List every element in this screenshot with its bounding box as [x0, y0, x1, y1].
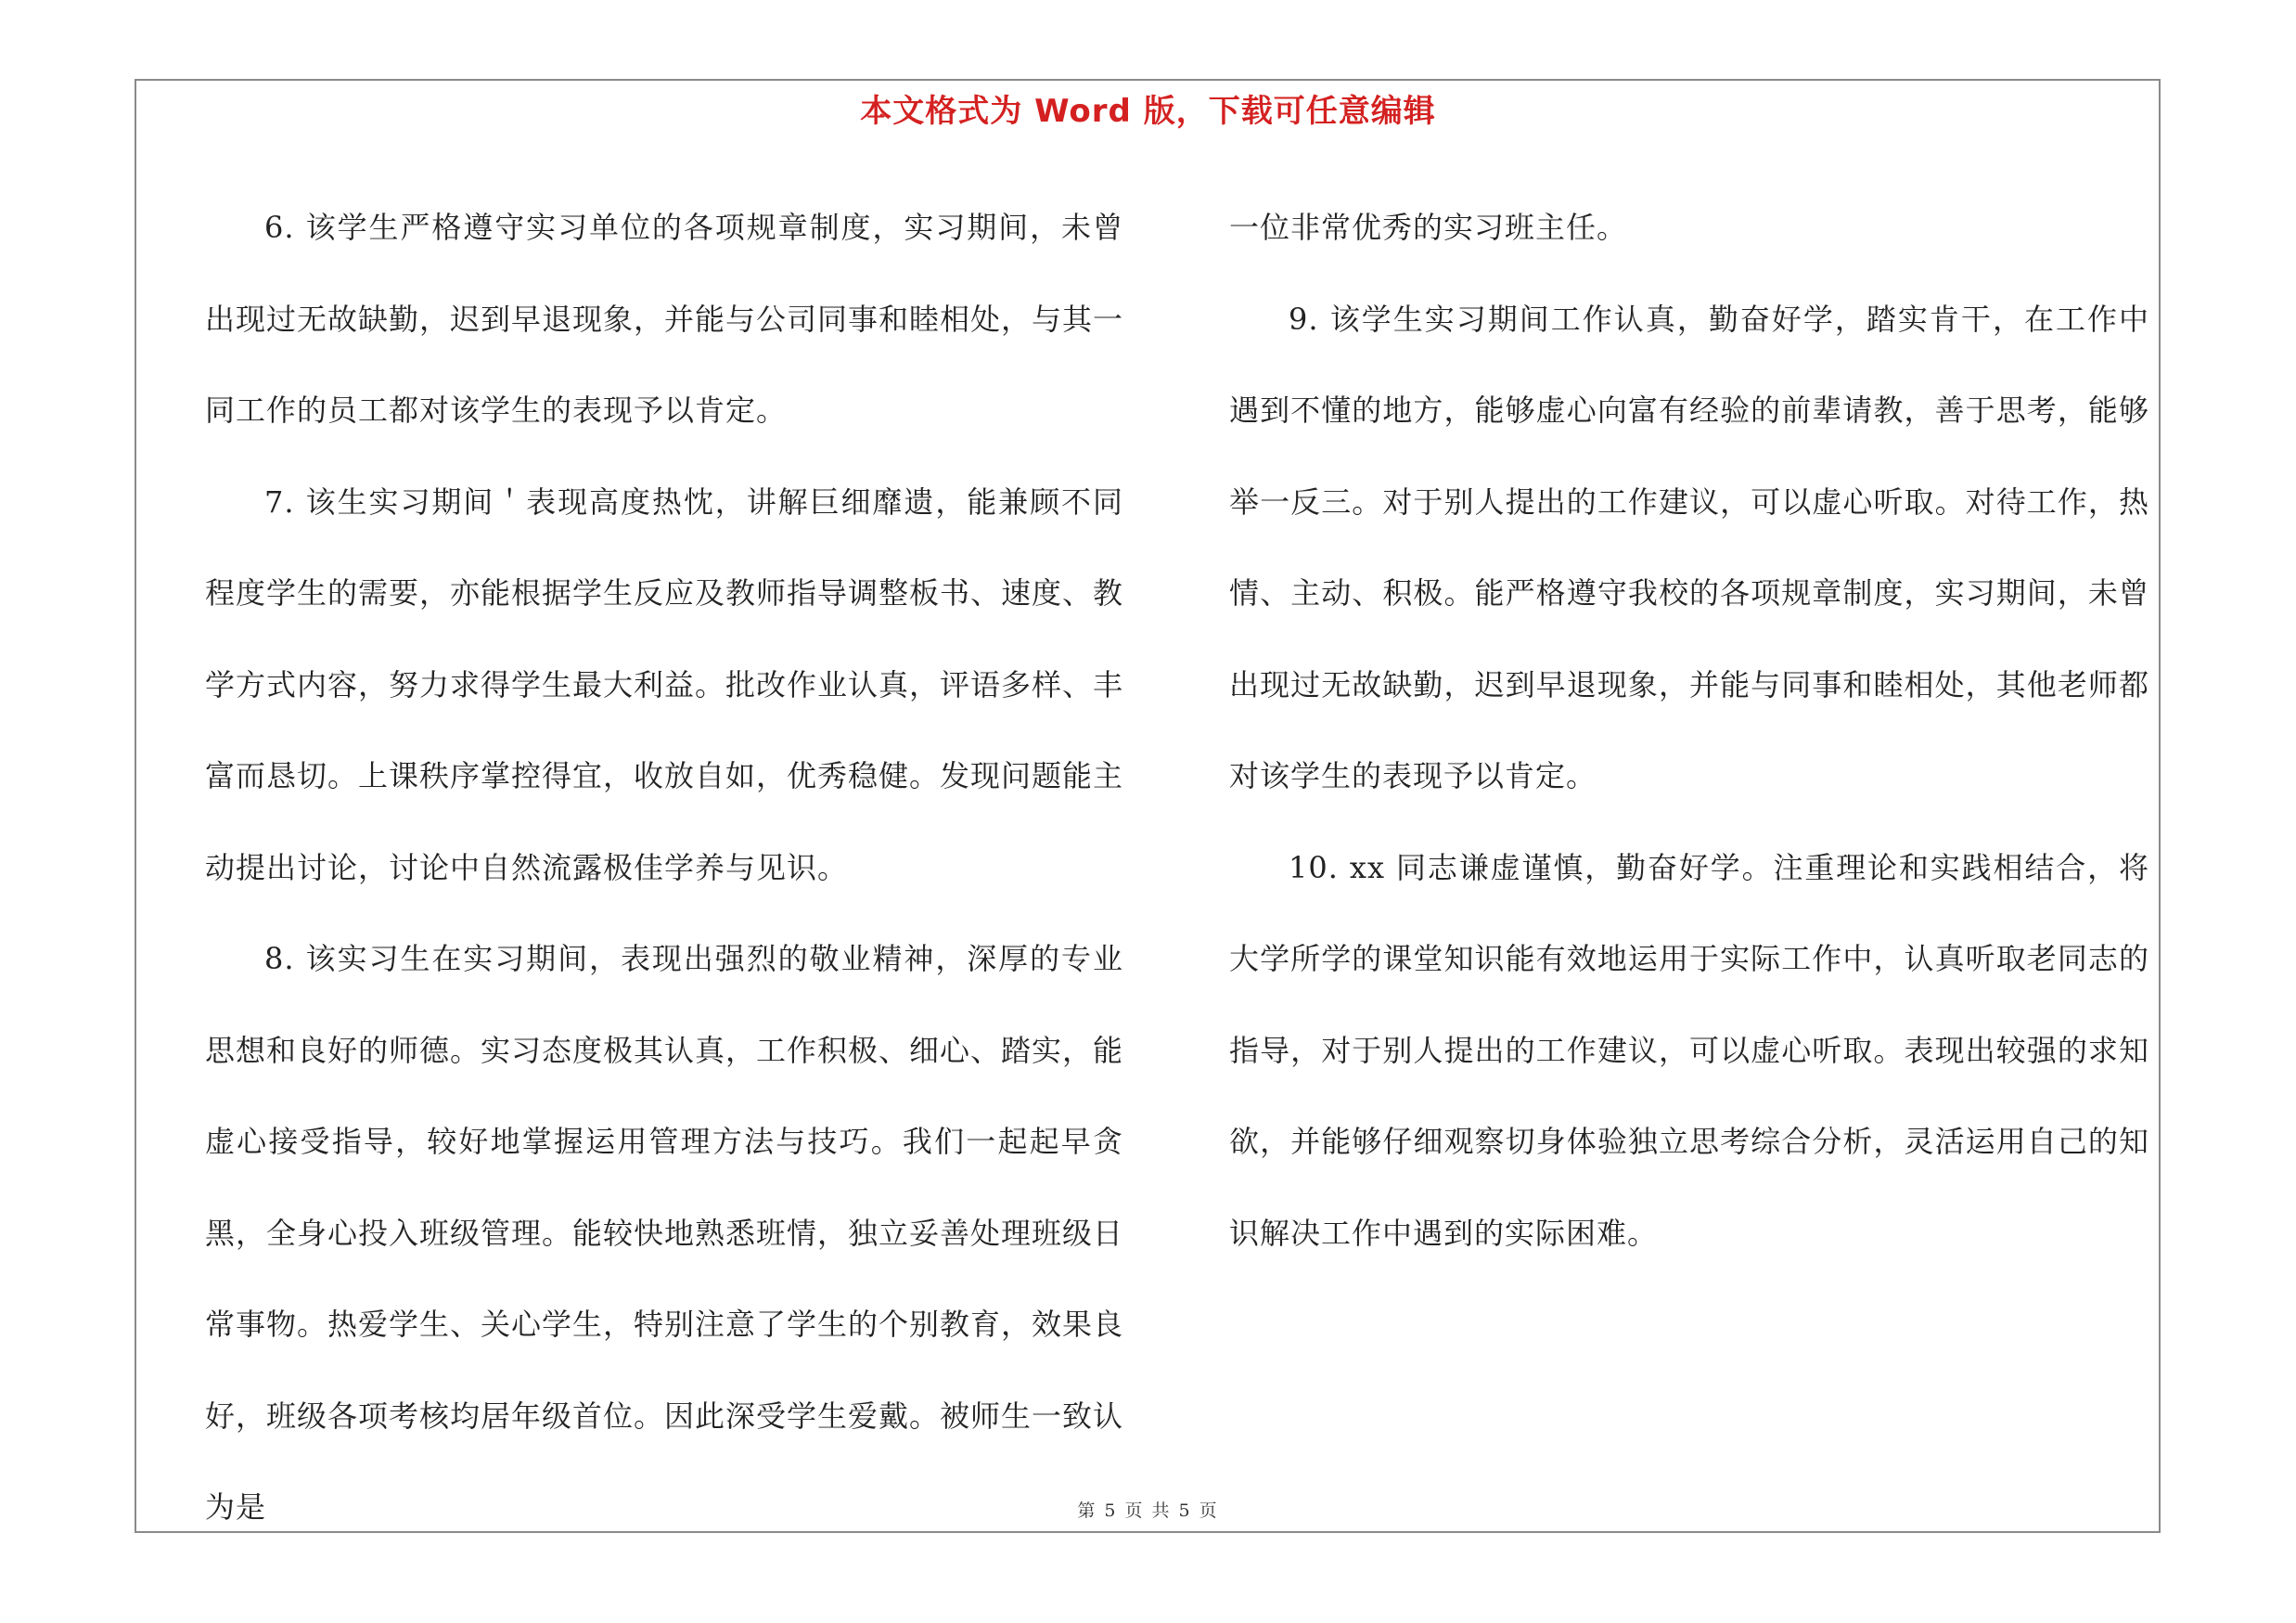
paragraph-6: 6. 该学生严格遵守实习单位的各项规章制度，实习期间，未曾出现过无故缺勤，迟到早退现象，并能与公司同事和睦相处，与其一同工作的员工都对该学生的表现予以肯定。: [205, 210, 1124, 428]
paragraph-8: 8. 该实习生在实习期间，表现出强烈的敬业精神，深厚的专业思想和良好的师德。实习态度极其认真，工作积极、细心、踏实，能虚心接受指导，较好地掌握运用管理方法与技巧。我们一起起早贪黑，全身心投入班级管理。能较快地熟悉班情，独立妥善处理班级日常事物。热爱学生、关心学生，特别注意了学生的个别教育，效果良好，班级各项考核均居年级首位。因此深受学生爱戴。被师生一致认为是: [205, 941, 1124, 1525]
left-column: [205, 182, 1123, 1553]
paragraph-8-continuation: 一位非常优秀的实习班主任。: [1229, 210, 1628, 245]
page-number-footer: 第 5 页 共 5 页: [1077, 1501, 1219, 1521]
paragraph-7: 7. 该生实习期间＇表现高度热忱，讲解巨细靡遗，能兼顾不同程度学生的需要，亦能根据学生反应及教师指导调整板书、速度、教学方式内容，努力求得学生最大利益。批改作业认真，评语多样、丰富而恳切。上课秩序掌控得宜，收放自如，优秀稳健。发现问题能主动提出讨论，讨论中自然流露极佳学养与见识。: [205, 483, 1124, 885]
right-column: [1229, 182, 2149, 1279]
paragraph-10: 10. xx 同志谦虚谨慎，勤奋好学。注重理论和实践相结合，将大学所学的课堂知识能有效地运用于实际工作中，认真听取老同志的指导，对于别人提出的工作建议，可以虚心听取。表现出较强的求知欲，并能够仔细观察切身体验独立思考综合分析，灵活运用自己的知识解决工作中遇到的实际困难。: [1229, 849, 2149, 1251]
format-notice-banner: 本文格式为 Word 版，下载可任意编辑: [860, 93, 1436, 130]
paragraph-9: 9. 该学生实习期间工作认真，勤奋好学，踏实肯干，在工作中遇到不懂的地方，能够虚心向富有经验的前辈请教，善于思考，能够举一反三。对于别人提出的工作建议，可以虚心听取。对待工作，热情、主动、积极。能严格遵守我校的各项规章制度，实习期间，未曾出现过无故缺勤，迟到早退现象，并能与同事和睦相处，其他老师都对该学生的表现予以肯定。: [1229, 301, 2149, 793]
